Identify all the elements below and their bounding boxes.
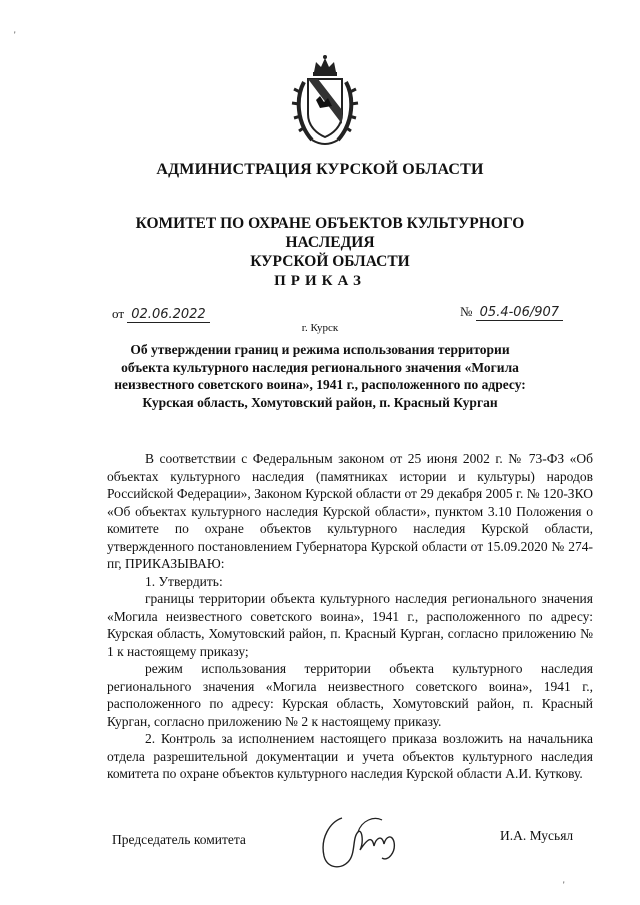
subject-line: Об утверждении границ и режима использования территории — [130, 342, 510, 357]
number-value: 05.4-06/907 — [476, 305, 563, 321]
administration-title: АДМИНИСТРАЦИЯ КУРСКОЙ ОБЛАСТИ — [156, 161, 484, 178]
order-date — [112, 306, 210, 322]
committee-title-line: КУРСКОЙ ОБЛАСТИ — [250, 253, 410, 270]
subject-line: объекта культурного наследия регионального значения «Могила — [121, 359, 519, 375]
signatory-title: Председатель комитета — [112, 832, 246, 847]
order-city: г. Курск — [301, 322, 339, 334]
handwritten-signature — [312, 808, 408, 874]
subject-line: Курская область, Хомутовский район, п. Красный Курган — [142, 394, 498, 410]
order-body — [107, 450, 593, 783]
body-paragraph: 2. Контроль за исполнением настоящего приказа возложить на начальника отдела разрешительной документации и учета объектов культурного наследия комитета по охране объектов культурного наследия Курской области А.И. Куткову. — [107, 731, 593, 781]
signatory-name: И.А. Мусьял — [500, 828, 574, 843]
committee-title — [90, 214, 570, 271]
scan-mark: ' — [563, 880, 565, 890]
order-subject — [110, 341, 530, 411]
coat-of-arms-icon — [290, 52, 360, 150]
date-value: 02.06.2022 — [127, 307, 209, 323]
scan-mark: ' — [14, 30, 16, 40]
subject-line: неизвестного советского воина», 1941 г., расположенного по адресу: — [114, 377, 526, 392]
number-prefix: № — [460, 304, 473, 319]
body-paragraph: режим использования территории объекта культурного наследия регионального значения «Могила неизвестного советского воина», 1941 г., расположенного по адресу: Курская область, Хомутовский район, п. Красный Курган, согласно приложению № 2 к настоящему приказу. — [107, 661, 593, 729]
order-number — [460, 304, 563, 320]
body-paragraph: границы территории объекта культурного наследия регионального значения «Могила неизвестного советского воина», 1941 г., расположенного по адресу: Курская область, Хомутовский район, п. Красный Курган, согласно приложению № 1 к настоящему приказу; — [107, 591, 593, 659]
committee-title-line: КОМИТЕТ ПО ОХРАНЕ ОБЪЕКТОВ КУЛЬТУРНОГО НАСЛЕДИЯ — [135, 215, 525, 251]
date-prefix: от — [112, 306, 125, 321]
body-paragraph: В соответствии с Федеральным законом от 25 июня 2002 г. № 73-ФЗ «Об объектах культурного наследия (памятниках истории и культуры) народов Российской Федерации», Законом Курской области от 29 декабря 2005 г. № 120-ЗКО «Об объектах культурного наследия Курской области», пунктом 3.10 Положения о комитете по охране объектов культурного наследия Курской области, утвержденного постановлением Губернатора Курской области от 15.09.2020 № 274-пг, ПРИКАЗЫВАЮ: — [107, 451, 593, 571]
order-heading: ПРИКАЗ — [274, 273, 366, 289]
body-paragraph: 1. Утвердить: — [145, 573, 223, 589]
